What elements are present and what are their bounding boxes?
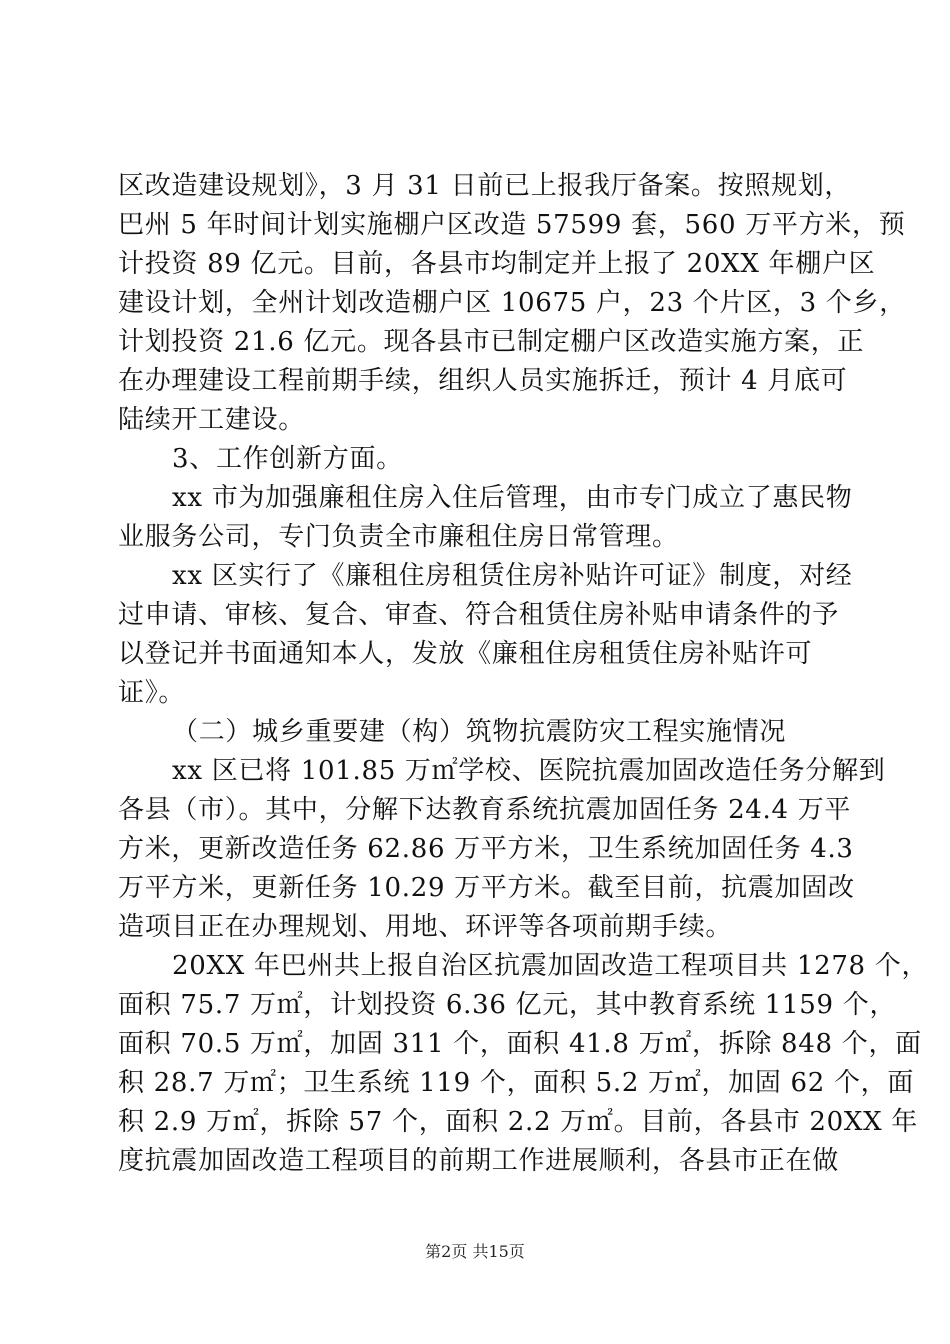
page-footer: 第2页 共15页 bbox=[425, 1242, 525, 1261]
section-heading: 3、工作创新方面。 bbox=[172, 444, 403, 474]
paragraph-line: 以登记并书面通知本人，发放《廉租住房租赁住房补贴许可 bbox=[118, 639, 813, 669]
paragraph-line: 造项目正在办理规划、用地、环评等各项前期手续。 bbox=[118, 912, 733, 942]
text-line: 计划投资 21.6 亿元。现各县市已制定棚户区改造实施方案，正 bbox=[118, 327, 865, 357]
paragraph-line: 业服务公司，专门负责全市廉租住房日常管理。 bbox=[118, 522, 679, 552]
paragraph-line: 过申请、审核、复合、审查、符合租赁住房补贴申请条件的予 bbox=[118, 600, 839, 630]
paragraph-line: 面积 70.5 万㎡，加固 311 个，面积 41.8 万㎡，拆除 848 个，面 bbox=[118, 1029, 922, 1059]
paragraph-line: xx 区已将 101.85 万㎡学校、医院抗震加固改造任务分解到 bbox=[172, 756, 886, 786]
paragraph-line: 度抗震加固改造工程项目的前期工作进展顺利，各县市正在做 bbox=[118, 1146, 839, 1176]
paragraph-line: 积 28.7 万㎡；卫生系统 119 个，面积 5.2 万㎡，加固 62 个，面 bbox=[118, 1068, 915, 1098]
text-line: 建设计划，全州计划改造棚户区 10675 户，23 个片区，3 个乡， bbox=[118, 288, 906, 318]
paragraph-line: 证》。 bbox=[118, 678, 186, 708]
paragraph-line: 方米，更新改造任务 62.86 万平方米，卫生系统加固任务 4.3 bbox=[118, 834, 854, 864]
paragraph-line: 各县（市）。其中，分解下达教育系统抗震加固任务 24.4 万平 bbox=[118, 795, 852, 825]
text-line: 巴州 5 年时间计划实施棚户区改造 57599 套，560 万平方米，预 bbox=[118, 210, 906, 240]
section-heading: （二）城乡重要建（构）筑物抗震防灾工程实施情况 bbox=[172, 717, 787, 747]
paragraph-line: xx 区实行了《廉租住房租赁住房补贴许可证》制度，对经 bbox=[172, 561, 853, 591]
text-line: 陆续开工建设。 bbox=[118, 405, 305, 435]
paragraph-line: 20XX 年巴州共上报自治区抗震加固改造工程项目共 1278 个， bbox=[172, 951, 929, 981]
paragraph-line: xx 市为加强廉租住房入住后管理，由市专门成立了惠民物 bbox=[172, 483, 853, 513]
text-line: 区改造建设规划》，3 月 31 日前已上报我厅备案。按照规划， bbox=[118, 171, 852, 201]
paragraph-line: 面积 75.7 万㎡，计划投资 6.36 亿元，其中教育系统 1159 个， bbox=[118, 990, 897, 1020]
paragraph-line: 万平方米，更新任务 10.29 万平方米。截至目前，抗震加固改 bbox=[118, 873, 855, 903]
text-line: 在办理建设工程前期手续，组织人员实施拆迁，预计 4 月底可 bbox=[118, 366, 848, 396]
text-line: 计投资 89 亿元。目前，各县市均制定并上报了 20XX 年棚户区 bbox=[118, 249, 876, 279]
paragraph-line: 积 2.9 万㎡，拆除 57 个，面积 2.2 万㎡。目前，各县市 20XX 年 bbox=[118, 1107, 919, 1137]
